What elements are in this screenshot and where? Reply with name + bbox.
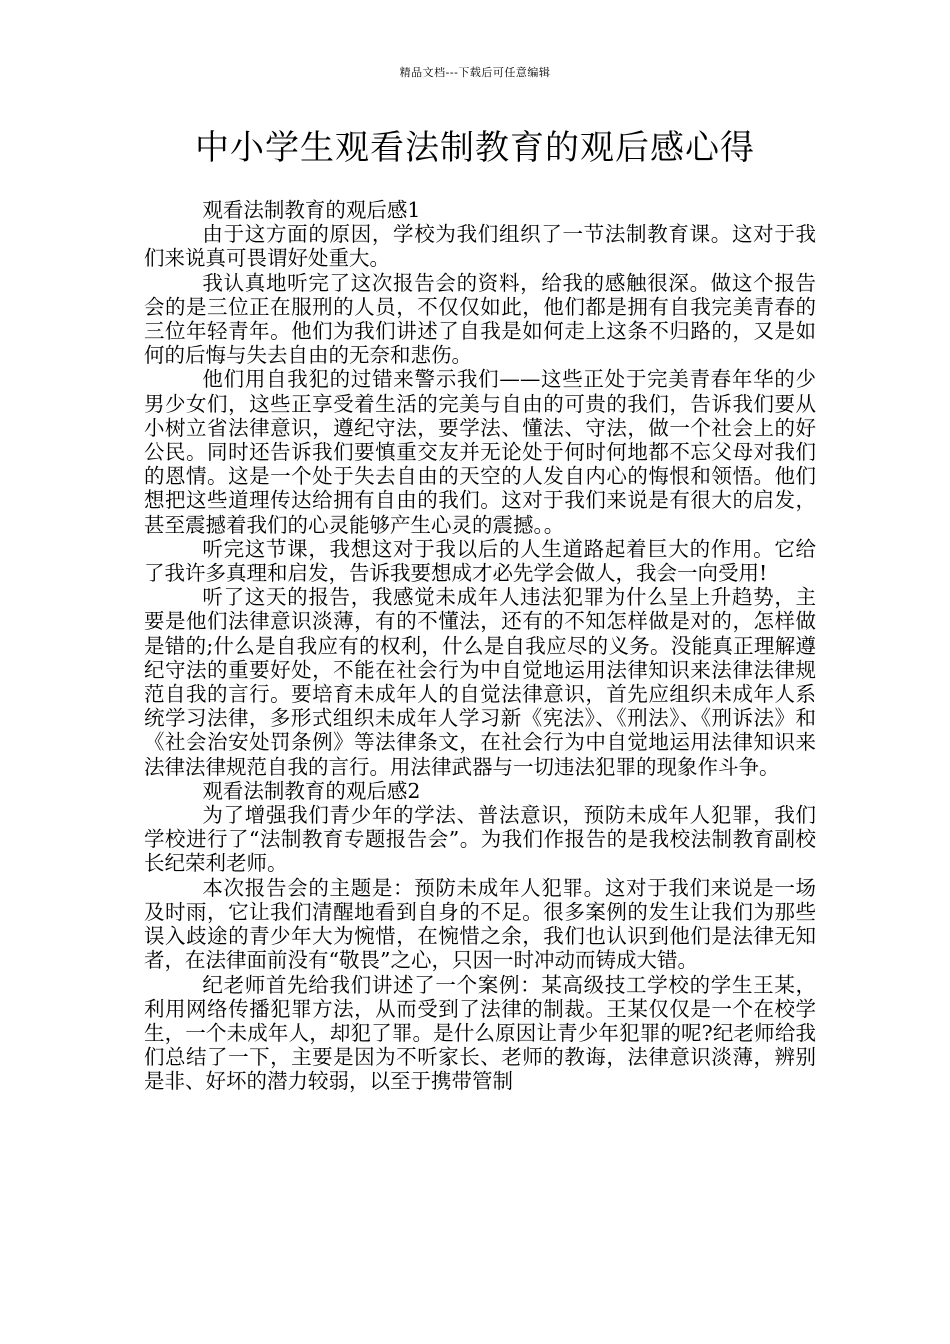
- body-paragraph: 听完这节课，我想这对于我以后的人生道路起着巨大的作用。它给了我许多真理和启发，告诉我要想成才必先学会做人，我会一向受用!: [144, 536, 816, 586]
- document-body: [144, 198, 816, 1094]
- document-title: 中小学生观看法制教育的观后感心得: [195, 128, 755, 168]
- body-paragraph: 本次报告会的主题是：预防未成年人犯罪。这对于我们来说是一场及时雨，它让我们清醒地看到自身的不足。很多案例的发生让我们为那些误入歧途的青少年大为惋惜，在惋惜之余，我们也认识到他们是法律无知者，在法律面前没有“敬畏”之心，只因一时冲动而铸成大错。: [144, 875, 816, 973]
- body-paragraph: 纪老师首先给我们讲述了一个案例：某高级技工学校的学生王某，利用网络传播犯罪方法，从而受到了法律的制裁。王某仅仅是一个在校学生，一个未成年人，却犯了罪。是什么原因让青少年犯罪的呢?纪老师给我们总结了一下，主要是因为不听家长、老师的教诲，法律意识淡薄，辨别是非、好坏的潜力较弱，以至于携带管制: [144, 972, 816, 1094]
- body-paragraph: 听了这天的报告，我感觉未成年人违法犯罪为什么呈上升趋势，主要是他们法律意识淡薄，有的不懂法，还有的不知怎样做是对的，怎样做是错的;什么是自我应有的权利，什么是自我应尽的义务。没能真正理解遵纪守法的重要好处，不能在社会行为中自觉地运用法律知识来法律法律规范自我的言行。要培育未成年人的自觉法律意识，首先应组织未成年人系统学习法律，多形式组织未成年人学习新《宪法》、《刑法》、《刑诉法》和《社会治安处罚条例》等法律条文，在社会行为中自觉地运用法律知识来法律法律规范自我的言行。用法律武器与一切违法犯罪的现象作斗争。: [144, 585, 816, 779]
- section-heading: 观看法制教育的观后感2: [202, 778, 421, 803]
- body-paragraph: 为了增强我们青少年的学法、普法意识，预防未成年人犯罪，我们学校进行了“法制教育专题报告会”。为我们作报告的是我校法制教育副校长纪荣利老师。: [144, 803, 816, 876]
- body-paragraph: 由于这方面的原因，学校为我们组织了一节法制教育课。这对于我们来说真可畏谓好处重大。: [144, 222, 816, 271]
- body-paragraph: 我认真地听完了这次报告会的资料，给我的感触很深。做这个报告会的是三位正在服刑的人员，不仅仅如此，他们都是拥有自我完美青春的三位年轻青年。他们为我们讲述了自我是如何走上这条不归路的，又是如何的后悔与失去自由的无奈和悲伤。: [144, 270, 816, 368]
- body-paragraph: 他们用自我犯的过错来警示我们——这些正处于完美青春年华的少男少女们，这些正享受着生活的完美与自由的可贵的我们，告诉我们要从小树立省法律意识，遵纪守法，要学法、懂法、守法，做一个社会上的好公民。同时还告诉我们要慎重交友并无论处于何时何地都不忘父母对我们的恩情。这是一个处于失去自由的天空的人发自内心的悔恨和领悟。他们想把这些道理传达给拥有自由的我们。这对于我们来说是有很大的启发，甚至震撼着我们的心灵能够产生心灵的震撼。。: [144, 367, 816, 537]
- section-heading: 观看法制教育的观后感1: [202, 198, 421, 222]
- header-note: 精品文档---下载后可任意编辑: [399, 66, 551, 79]
